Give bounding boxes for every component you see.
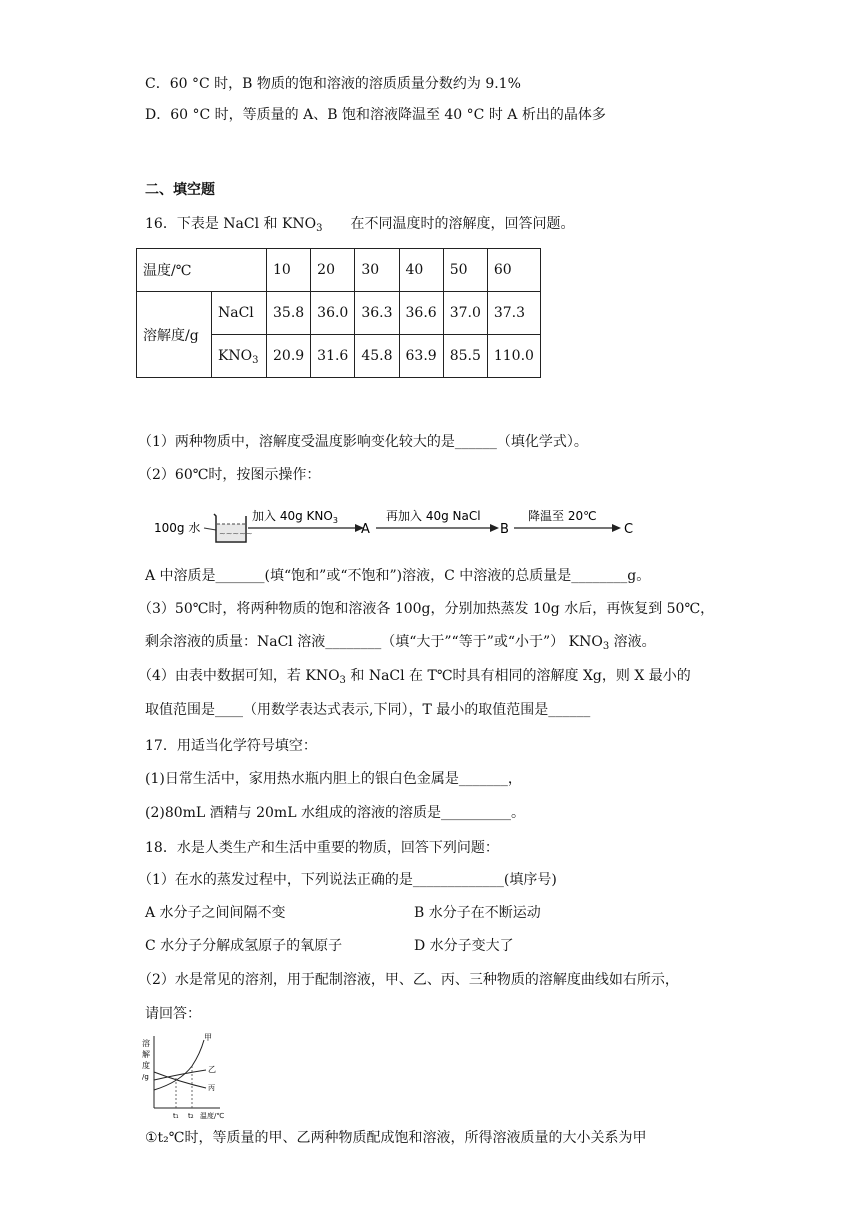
tick-t2: t₂ <box>188 1112 194 1120</box>
solubility-table <box>136 248 541 378</box>
temp-cell: 60 <box>487 249 540 292</box>
kno3-cell: 110.0 <box>487 335 540 378</box>
curve-label-yi: 乙 <box>208 1065 216 1074</box>
table-row <box>137 249 541 292</box>
kno3-cell: 63.9 <box>399 335 443 378</box>
kno3-label: $KNO_3$ <box>211 335 266 378</box>
solubility-curve-graph <box>140 1030 240 1122</box>
nacl-cell: 37.3 <box>487 292 540 335</box>
q16-stem: 16．下表是 NaCl 和 $KNO_3$ 在不同温度时的溶解度，回答问题。 <box>145 216 575 234</box>
q18-part1: （1）在水的蒸发过程中，下列说法正确的是_____________(填序号) <box>138 872 557 888</box>
nacl-cell: 36.6 <box>399 292 443 335</box>
q16-part3-line1: （3）50℃时，将两种物质的饱和溶液各 100g，分别加热蒸发 10g 水后，再恢复到 50℃， <box>138 601 715 617</box>
temp-cell: 20 <box>311 249 355 292</box>
flow-step1-label: 加入 40g $KNO_3$ <box>252 509 338 525</box>
q17-part2: (2)80mL 酒精与 20mL 水组成的溶液的溶质是__________。 <box>145 805 525 821</box>
svg-text:~~~~~: ~~~~~ <box>219 529 253 538</box>
x-axis-label: 温度/℃ <box>200 1112 225 1120</box>
section-title: 二、填空题 <box>145 182 215 198</box>
curve-jia <box>154 1040 204 1090</box>
q18-stem: 18．水是人类生产和生活中重要的物质，回答下列问题： <box>145 840 499 856</box>
q15-option-c: C．60 °C 时，B 物质的饱和溶液的溶质质量分数约为 9.1% <box>145 76 521 92</box>
q18-part2-line1: （2）水是常见的溶剂，用于配制溶液，甲、乙、丙、三种物质的溶解度曲线如右所示， <box>138 972 679 988</box>
ylabel-char: 度 <box>142 1061 150 1070</box>
arrowhead-icon <box>612 524 621 532</box>
q18-option-a: A 水分子之间间隔不变 <box>145 905 286 921</box>
q16-part3-line2: 剩余溶液的质量：NaCl 溶液________（填“大于”“等于”或“小于”） $KNO_3$ 溶液。 <box>145 634 656 652</box>
q18-option-c: C 水分子分解成氢原子的氧原子 <box>145 938 343 954</box>
q17-part1: (1)日常生活中，家用热水瓶内胆上的银白色金属是_______， <box>145 771 522 787</box>
q16-part1: （1）两种物质中，溶解度受温度影响变化较大的是______（填化学式）。 <box>138 434 588 450</box>
nacl-label: NaCl <box>211 292 266 335</box>
flow-step3-label: 降温至 20℃ <box>528 509 597 523</box>
q18-option-b: B 水分子在不断运动 <box>414 905 541 921</box>
ylabel-char: 溶 <box>142 1039 150 1048</box>
q16-part4-line1: （4）由表中数据可知，若 $KNO_3$ 和 NaCl 在 T℃时具有相同的溶解度 Xg，则 X 最小的 <box>138 668 691 686</box>
temp-cell: 10 <box>267 249 311 292</box>
q15-option-d: D．60 °C 时，等质量的 A、B 饱和溶液降温至 40 °C 时 A 析出的晶体多 <box>145 107 606 123</box>
flow-start-label: 100g 水 <box>154 521 201 535</box>
ylabel-char: /g <box>142 1073 149 1081</box>
q18-option-d: D 水分子变大了 <box>414 938 514 954</box>
flow-node-a: A <box>361 522 370 537</box>
nacl-cell: 37.0 <box>443 292 487 335</box>
solubility-header: 溶解度/g <box>137 292 212 378</box>
temp-header: 温度/℃ <box>137 249 267 292</box>
temp-cell: 50 <box>443 249 487 292</box>
q18-part2-line2: 请回答： <box>145 1006 201 1022</box>
kno3-cell: 85.5 <box>443 335 487 378</box>
nacl-cell: 36.0 <box>311 292 355 335</box>
tick-t1: t₁ <box>173 1112 179 1120</box>
q17-stem: 17．用适当化学符号填空： <box>145 738 317 754</box>
curve-label-jia: 甲 <box>204 1033 212 1042</box>
temp-cell: 40 <box>399 249 443 292</box>
table-row <box>137 292 541 335</box>
q16-part2: （2）60℃时，按图示操作： <box>138 467 321 483</box>
temp-cell: 30 <box>355 249 399 292</box>
arrowhead-icon <box>490 524 499 532</box>
nacl-cell: 35.8 <box>267 292 311 335</box>
beaker-icon <box>214 514 253 542</box>
flow-step2-label: 再加入 40g NaCl <box>386 509 481 523</box>
flow-node-b: B <box>500 522 509 537</box>
q16-part4-line2: 取值范围是____（用数学表达式表示,下同），T 最小的取值范围是______ <box>145 702 591 718</box>
ylabel-char: 解 <box>142 1050 150 1059</box>
process-diagram <box>150 500 650 550</box>
q18-part2-q1: ①t₂℃时，等质量的甲、乙两种物质配成饱和溶液，所得溶液质量的大小关系为甲 <box>145 1130 647 1146</box>
kno3-cell: 31.6 <box>311 335 355 378</box>
pointer-line <box>204 528 216 530</box>
curve-label-bing: 丙 <box>208 1084 215 1092</box>
kno3-cell: 20.9 <box>267 335 311 378</box>
q16-part2-answer: A 中溶质是_______(填“饱和”或“不饱和”)溶液，C 中溶液的总质量是________g。 <box>145 568 651 584</box>
kno3-cell: 45.8 <box>355 335 399 378</box>
nacl-cell: 36.3 <box>355 292 399 335</box>
flow-node-c: C <box>624 522 634 537</box>
